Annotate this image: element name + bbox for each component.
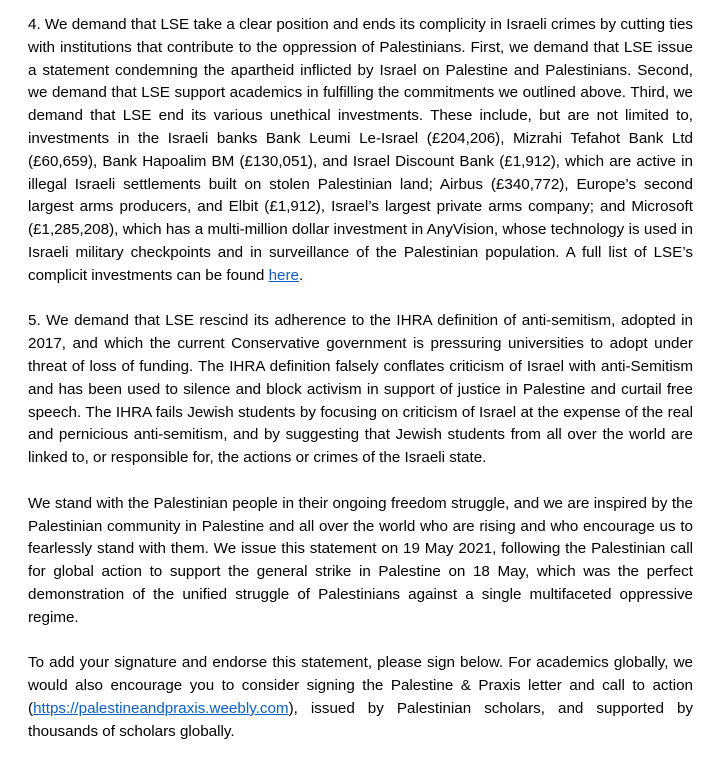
paragraph-solidarity: We stand with the Palestinian people in their ongoing freedom struggle, and we are inspired by the Palestinian community in Palestine and all over the world who are rising and who encourage us to fearlessly stand with them. We issue this statement on 19 May 2021, following the Palestinian call for global action to support the general strike in Palestine on 18 May, which was the perfect demonstration of the unified struggle of Palestinians against a single multifaceted oppressive regime.: [28, 494, 693, 626]
paragraph-demand-4-end: .: [299, 266, 304, 284]
paragraph-demand-4-text: 4. We demand that LSE take a clear position and ends its complicity in Israeli crimes by cutting ties with institutions that contribute to the oppression of Palestinians. First, we demand that LSE issue a statement condemning the apartheid inflicted by Israel on Palestine and Palestinians. Second, we demand that LSE support academics in fulfilling the commitments we outlined above. Third, we demand that LSE end its various unethical investments. These include, but are not limited to, investments in the Israeli banks Bank Leumi Le-Israel (£204,206), Mizrahi Tefahot Bank Ltd (£60,659), Bank Hapoalim BM (£130,051), and Israel Discount Bank (£1,912), which are active in illegal Israeli settlements built on stolen Palestinian land; Airbus (£340,772), Europe’s second largest arms producers, and Elbit (£1,912), Israel’s largest private arms company; and Microsoft (£1,285,208), which has a multi-million dollar investment in AnyVision, whose technology is used in Israeli military checkpoints and in surveillance of the Palestinian population. A full list of LSE’s complicit investments can be found: [28, 16, 693, 284]
paragraph-signature-text: To add your signature and endorse this statement, please sign below. For academics globally, we would also encourage you to consider signing the Palestine & Praxis letter and call to action (: [28, 654, 693, 717]
paragraph-signature: [28, 652, 693, 743]
paragraph-signature-end: ), issued by Palestinian scholars, and supported by thousands of scholars globally.: [28, 699, 693, 740]
paragraph-demand-4: [28, 14, 693, 288]
investments-list-link[interactable]: here: [268, 266, 299, 284]
paragraph-spacer: [28, 630, 693, 653]
paragraph-spacer: [28, 288, 693, 311]
paragraph-spacer: [28, 470, 693, 493]
palestine-praxis-link[interactable]: https://palestineandpraxis.weebly.com: [33, 699, 289, 717]
paragraph-demand-5: 5. We demand that LSE rescind its adherence to the IHRA definition of anti-semitism, adopted in 2017, and which the current Conservative government is pressuring universities to adopt under threat of loss of funding. The IHRA definition falsely conflates criticism of Israel with anti-Semitism and has been used to silence and block activism in support of justice in Palestine and curtail free speech. The IHRA fails Jewish students by focusing on criticism of Israel at the expense of the real and pernicious anti-semitism, and by suggesting that Jewish students from all over the world are linked to, or responsible for, the actions or crimes of the Israeli state.: [28, 312, 693, 467]
document-body: [28, 14, 693, 744]
